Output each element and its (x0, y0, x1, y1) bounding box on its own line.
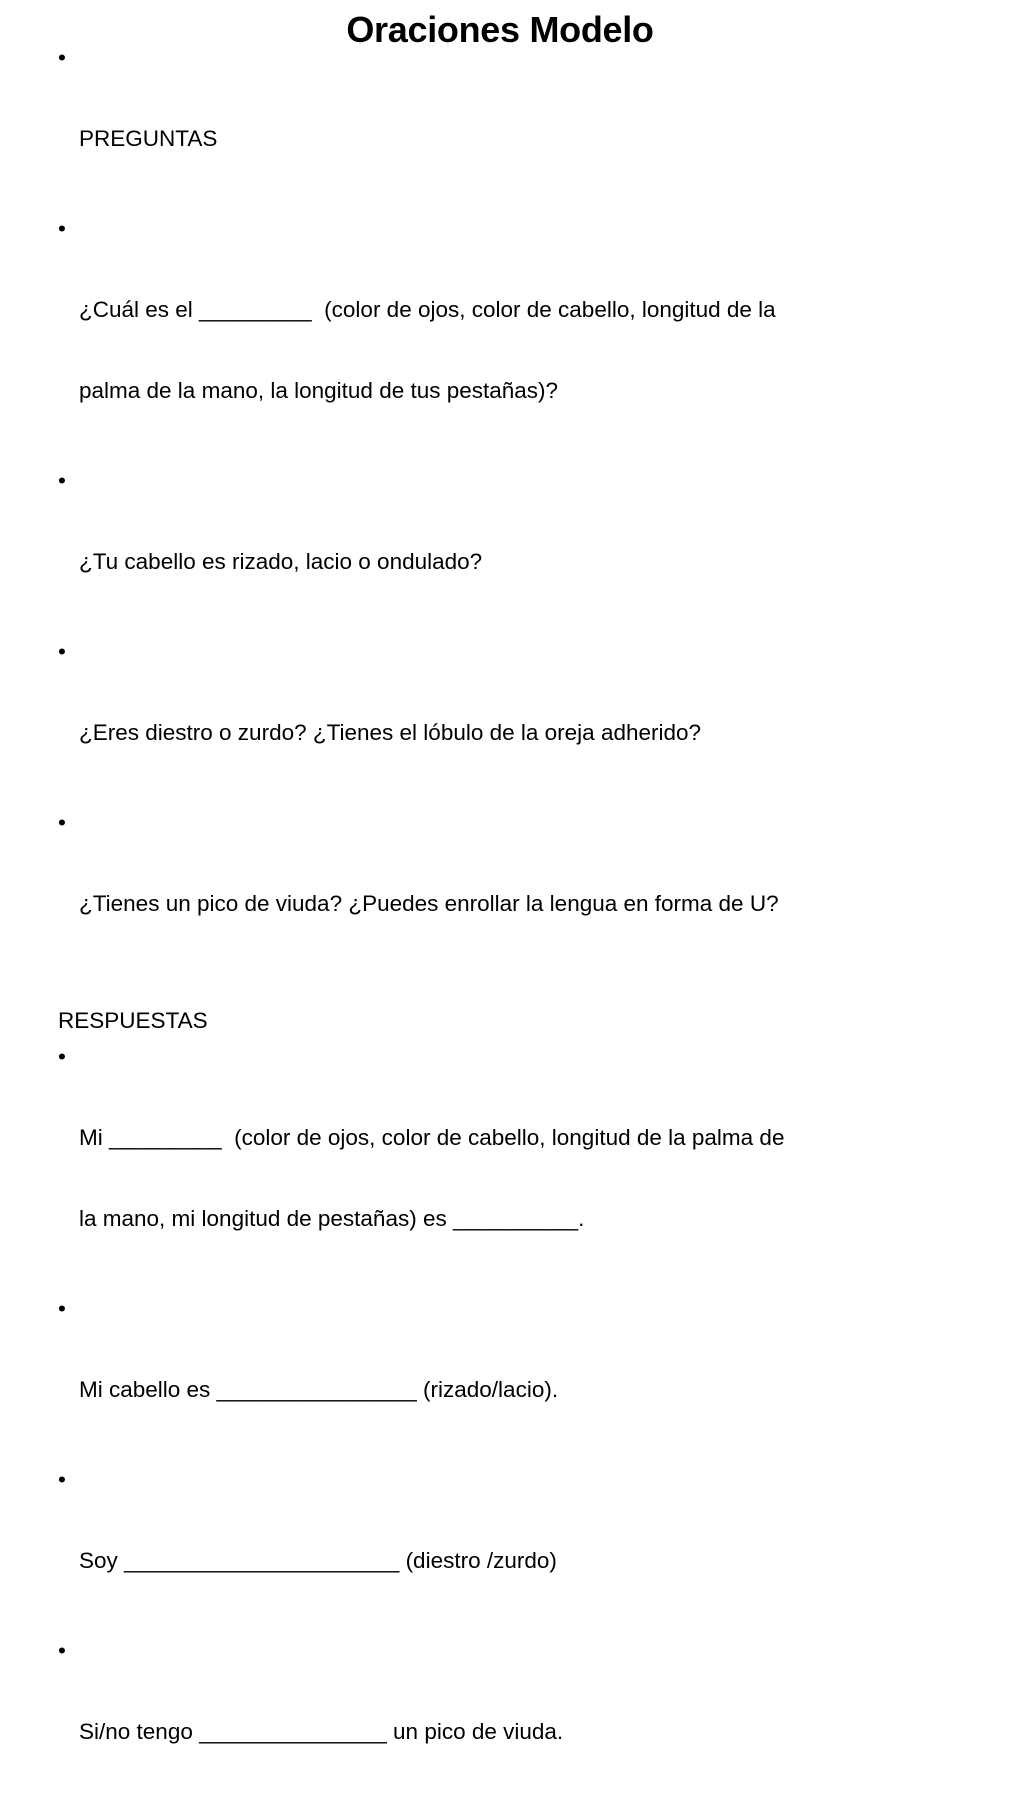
bullet-icon: • (58, 810, 66, 835)
item-text: ¿Tu cabello es rizado, lacio o ondulado? (79, 549, 483, 574)
list-item (58, 809, 918, 971)
item-text: PREGUNTAS (79, 126, 218, 151)
bullet-icon: • (58, 468, 66, 493)
answers-list (58, 1043, 918, 1799)
bullet-icon: • (58, 639, 66, 664)
item-text: Soy ______________________ (diestro /zurdo) (79, 1548, 557, 1573)
bullet-icon: • (58, 1296, 66, 1321)
questions-list (58, 44, 918, 971)
section-spacer (58, 980, 918, 1007)
item-text: Mi _________ (color de ojos, color de cabello, longitud de la palma de (79, 1125, 785, 1150)
item-text: ¿Tienes un pico de viuda? ¿Puedes enrollar la lengua en forma de U? (79, 891, 779, 916)
bullet-icon: • (58, 216, 66, 241)
list-item (58, 1637, 918, 1799)
item-text: ¿Cuál es el _________ (color de ojos, color de cabello, longitud de la (79, 297, 776, 322)
slide-content (58, 44, 918, 1808)
list-item (58, 1043, 918, 1286)
list-item (58, 215, 918, 458)
list-item (58, 44, 918, 206)
item-text: Si/no tengo _______________ un pico de viuda. (79, 1719, 564, 1744)
bullet-icon: • (58, 1044, 66, 1069)
bullet-icon: • (58, 1638, 66, 1663)
list-item (58, 1466, 918, 1628)
bullet-icon: • (58, 45, 66, 70)
slide-title: Oraciones Modelo (346, 9, 654, 50)
item-text: ¿Eres diestro o zurdo? ¿Tienes el lóbulo de la oreja adherido? (79, 720, 702, 745)
list-item (58, 1295, 918, 1457)
list-item (58, 467, 918, 629)
item-text-continued: palma de la mano, la longitud de tus pestañas)? (79, 378, 559, 403)
list-item (58, 638, 918, 800)
item-text-continued: la mano, mi longitud de pestañas) es __________. (79, 1206, 585, 1231)
item-text: Mi cabello es ________________ (rizado/lacio). (79, 1377, 559, 1402)
bullet-icon: • (58, 1467, 66, 1492)
answers-heading: RESPUESTAS (58, 1008, 208, 1033)
